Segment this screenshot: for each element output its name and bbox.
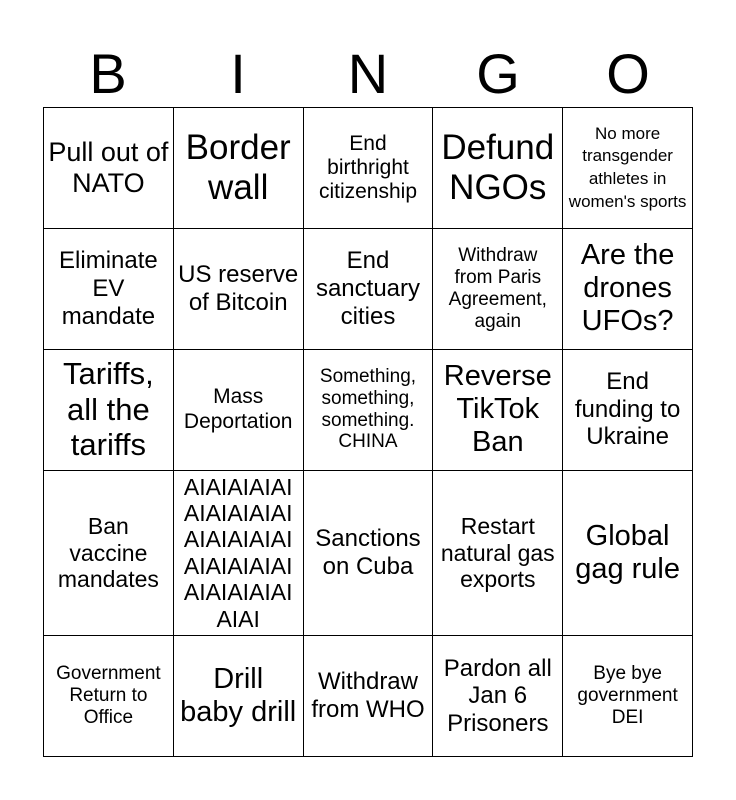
- bingo-cell-text: Global gag rule: [575, 519, 680, 585]
- bingo-cell-text: Mass Deportation: [183, 385, 293, 433]
- bingo-cell-text: Something, something, something. CHINA: [319, 365, 417, 453]
- bingo-cell[interactable]: [563, 471, 693, 637]
- bingo-cell[interactable]: [44, 636, 174, 757]
- bingo-cell-text: End funding to Ukraine: [574, 368, 681, 451]
- bingo-cell-text: Sanctions on Cuba: [315, 525, 421, 580]
- bingo-cell-text: Bye bye government DEI: [577, 663, 678, 728]
- bingo-cell[interactable]: [433, 471, 563, 637]
- bingo-card-grid: [43, 107, 693, 757]
- bingo-cell-text: Restart natural gas exports: [440, 513, 555, 593]
- bingo-cell[interactable]: [433, 350, 563, 471]
- bingo-cell-text: End sanctuary cities: [315, 247, 421, 330]
- bingo-cell[interactable]: [174, 350, 304, 471]
- header-letter-i: I: [230, 42, 246, 105]
- bingo-cell[interactable]: [304, 108, 434, 229]
- bingo-cell-text: Tariffs, all the tariffs: [63, 356, 154, 463]
- bingo-cell[interactable]: [433, 636, 563, 757]
- bingo-cell[interactable]: [304, 471, 434, 637]
- bingo-cell-text: Are the drones UFOs?: [580, 238, 675, 338]
- bingo-cell-text: Withdraw from WHO: [311, 668, 425, 724]
- bingo-cell[interactable]: [304, 636, 434, 757]
- bingo-cell[interactable]: [44, 229, 174, 350]
- bingo-cell-text: Reverse TikTok Ban: [443, 359, 552, 459]
- bingo-cell-text: Eliminate EV mandate: [59, 247, 158, 330]
- bingo-cell-text: Border wall: [185, 127, 291, 207]
- bingo-cell[interactable]: [433, 108, 563, 229]
- bingo-cell-text: Government Return to Office: [56, 663, 161, 728]
- bingo-cell[interactable]: [44, 108, 174, 229]
- bingo-cell-text: US reserve of Bitcoin: [178, 261, 299, 316]
- bingo-cell-text: Withdraw from Paris Agreement, again: [448, 245, 547, 332]
- header-letter-g: G: [476, 42, 520, 105]
- header-letter-n: N: [347, 42, 389, 105]
- bingo-cell[interactable]: [174, 636, 304, 757]
- bingo-header: [43, 40, 693, 108]
- bingo-cell-text: No more transgender athletes in women's sports: [568, 123, 687, 211]
- bingo-cell[interactable]: [433, 229, 563, 350]
- header-letter-o: O: [606, 42, 650, 105]
- bingo-cell[interactable]: [44, 471, 174, 637]
- header-letter-b: B: [89, 42, 127, 105]
- bingo-cell[interactable]: [174, 108, 304, 229]
- bingo-cell[interactable]: [304, 229, 434, 350]
- bingo-cell[interactable]: [563, 229, 693, 350]
- bingo-cell-text: Pull out of NATO: [48, 136, 169, 198]
- bingo-cell-text: End birthright citizenship: [318, 131, 418, 203]
- bingo-cell-text: AIAIAIAIAIAIAIAIAIAIAIAIAIAIAIAIAIAIAIAIAIAIAIAIAIAIAI: [183, 473, 293, 632]
- bingo-cell[interactable]: [174, 229, 304, 350]
- bingo-cell-text: Drill baby drill: [180, 662, 297, 729]
- bingo-cell[interactable]: [304, 350, 434, 471]
- bingo-cell-text: Ban vaccine mandates: [57, 513, 159, 593]
- bingo-cell[interactable]: [174, 471, 304, 637]
- bingo-cell[interactable]: [44, 350, 174, 471]
- bingo-cell[interactable]: [563, 108, 693, 229]
- bingo-cell[interactable]: [563, 350, 693, 471]
- bingo-cell-text: Defund NGOs: [441, 127, 555, 207]
- bingo-cell-text: Pardon all Jan 6 Prisoners: [443, 654, 552, 737]
- bingo-cell[interactable]: [563, 636, 693, 757]
